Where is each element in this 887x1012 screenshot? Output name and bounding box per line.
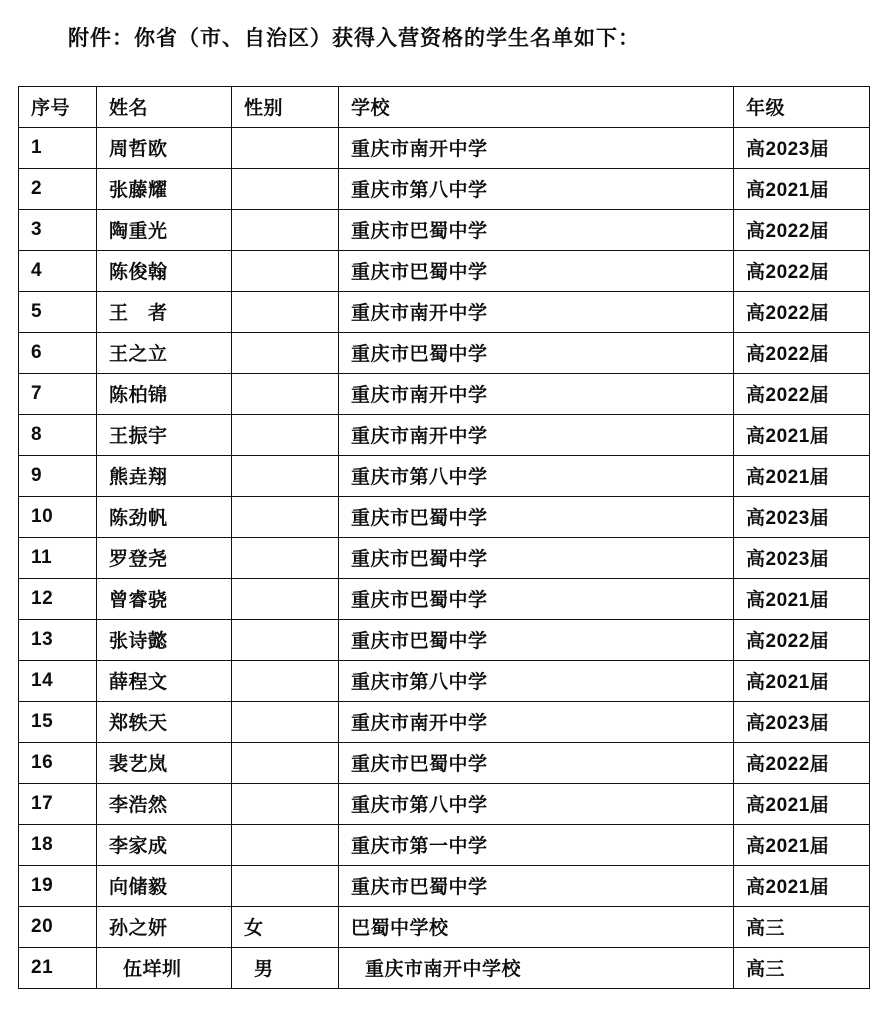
cell-school: 重庆市巴蜀中学: [339, 209, 734, 250]
cell-name: 李浩然: [97, 783, 232, 824]
cell-index: 4: [19, 250, 97, 291]
cell-index: 15: [19, 701, 97, 742]
cell-name: 张藤耀: [97, 168, 232, 209]
cell-gender: [232, 455, 339, 496]
cell-index: 5: [19, 291, 97, 332]
cell-grade: 高2021届: [734, 660, 870, 701]
cell-gender: [232, 578, 339, 619]
cell-index: 10: [19, 496, 97, 537]
cell-school: 重庆市巴蜀中学: [339, 578, 734, 619]
cell-name: 郑轶天: [97, 701, 232, 742]
page-title: 附件：你省（市、自治区）获得入营资格的学生名单如下：: [68, 27, 640, 50]
cell-name: 薛程文: [97, 660, 232, 701]
cell-school: 重庆市巴蜀中学: [339, 742, 734, 783]
cell-index: 17: [19, 783, 97, 824]
cell-index: 6: [19, 332, 97, 373]
cell-name: 罗登尧: [97, 537, 232, 578]
table-row: [19, 537, 870, 578]
table-row: [19, 209, 870, 250]
cell-gender: [232, 168, 339, 209]
cell-index: 16: [19, 742, 97, 783]
cell-index: 11: [19, 537, 97, 578]
cell-gender: [232, 209, 339, 250]
table-row: [19, 619, 870, 660]
table-row: [19, 455, 870, 496]
cell-gender: [232, 373, 339, 414]
table-row: [19, 168, 870, 209]
cell-index: 13: [19, 619, 97, 660]
cell-grade: 高2022届: [734, 209, 870, 250]
table-row: [19, 291, 870, 332]
column-header-grade: 年级: [734, 86, 870, 127]
cell-grade: 高2021届: [734, 578, 870, 619]
cell-index: 9: [19, 455, 97, 496]
cell-school: 重庆市第八中学: [339, 660, 734, 701]
cell-gender: [232, 250, 339, 291]
cell-school: 重庆市巴蜀中学: [339, 332, 734, 373]
cell-name: 王振宇: [97, 414, 232, 455]
cell-school: 重庆市巴蜀中学: [339, 865, 734, 906]
cell-school: 重庆市巴蜀中学: [339, 250, 734, 291]
cell-school: 重庆市巴蜀中学: [339, 619, 734, 660]
cell-name: 孙之妍: [97, 906, 232, 947]
cell-name: 陈柏锦: [97, 373, 232, 414]
cell-grade: 高2023届: [734, 127, 870, 168]
cell-gender: [232, 291, 339, 332]
table-header-row: [19, 86, 870, 127]
cell-gender: [232, 865, 339, 906]
table-row: [19, 578, 870, 619]
cell-school: 重庆市南开中学: [339, 701, 734, 742]
table-row: [19, 947, 870, 988]
cell-gender: [232, 660, 339, 701]
cell-school: 重庆市第八中学: [339, 783, 734, 824]
cell-gender: 男: [232, 947, 339, 988]
column-header-index: 序号: [19, 86, 97, 127]
cell-index: 8: [19, 414, 97, 455]
cell-school: 巴蜀中学校: [339, 906, 734, 947]
cell-index: 21: [19, 947, 97, 988]
cell-index: 20: [19, 906, 97, 947]
cell-school: 重庆市南开中学: [339, 127, 734, 168]
table-row: [19, 824, 870, 865]
cell-index: 3: [19, 209, 97, 250]
cell-grade: 高三: [734, 947, 870, 988]
cell-school: 重庆市南开中学: [339, 414, 734, 455]
column-header-gender: 性别: [232, 86, 339, 127]
cell-name: 陶重光: [97, 209, 232, 250]
table-row: [19, 701, 870, 742]
table-row: [19, 127, 870, 168]
cell-grade: 高2021届: [734, 865, 870, 906]
cell-name: 裴艺岚: [97, 742, 232, 783]
cell-grade: 高2021届: [734, 414, 870, 455]
cell-school: 重庆市巴蜀中学: [339, 496, 734, 537]
table-row: [19, 783, 870, 824]
table-row: [19, 496, 870, 537]
cell-index: 7: [19, 373, 97, 414]
table-row: [19, 906, 870, 947]
table-row: [19, 250, 870, 291]
cell-name: 王之立: [97, 332, 232, 373]
cell-school: 重庆市第一中学: [339, 824, 734, 865]
cell-name: 曾睿骁: [97, 578, 232, 619]
cell-grade: 高2021届: [734, 783, 870, 824]
cell-school: 重庆市第八中学: [339, 455, 734, 496]
cell-gender: [232, 783, 339, 824]
cell-grade: 高2022届: [734, 291, 870, 332]
cell-grade: 高2023届: [734, 496, 870, 537]
table-row: [19, 660, 870, 701]
cell-grade: 高2022届: [734, 250, 870, 291]
cell-gender: [232, 701, 339, 742]
cell-index: 2: [19, 168, 97, 209]
table-row: [19, 414, 870, 455]
cell-gender: 女: [232, 906, 339, 947]
student-roster-table: [18, 86, 870, 989]
cell-name: 陈劲帆: [97, 496, 232, 537]
cell-gender: [232, 332, 339, 373]
cell-gender: [232, 537, 339, 578]
cell-gender: [232, 742, 339, 783]
cell-grade: 高三: [734, 906, 870, 947]
cell-school: 重庆市南开中学校: [339, 947, 734, 988]
cell-grade: 高2023届: [734, 701, 870, 742]
column-header-school: 学校: [339, 86, 734, 127]
cell-grade: 高2022届: [734, 742, 870, 783]
cell-name: 张诗懿: [97, 619, 232, 660]
cell-name: 向储毅: [97, 865, 232, 906]
cell-school: 重庆市第八中学: [339, 168, 734, 209]
cell-name: 周哲欧: [97, 127, 232, 168]
cell-gender: [232, 824, 339, 865]
cell-name: 伍垟圳: [97, 947, 232, 988]
cell-school: 重庆市巴蜀中学: [339, 537, 734, 578]
column-header-name: 姓名: [97, 86, 232, 127]
cell-index: 12: [19, 578, 97, 619]
cell-school: 重庆市南开中学: [339, 291, 734, 332]
cell-index: 19: [19, 865, 97, 906]
cell-grade: 高2022届: [734, 332, 870, 373]
table-row: [19, 865, 870, 906]
cell-gender: [232, 496, 339, 537]
cell-grade: 高2023届: [734, 537, 870, 578]
cell-grade: 高2021届: [734, 455, 870, 496]
table-row: [19, 742, 870, 783]
cell-name: 熊垚翔: [97, 455, 232, 496]
cell-index: 18: [19, 824, 97, 865]
cell-grade: 高2022届: [734, 619, 870, 660]
cell-name: 王 者: [97, 291, 232, 332]
cell-grade: 高2022届: [734, 373, 870, 414]
table-row: [19, 332, 870, 373]
cell-grade: 高2021届: [734, 824, 870, 865]
cell-grade: 高2021届: [734, 168, 870, 209]
cell-name: 陈俊翰: [97, 250, 232, 291]
cell-school: 重庆市南开中学: [339, 373, 734, 414]
cell-gender: [232, 619, 339, 660]
cell-index: 14: [19, 660, 97, 701]
cell-name: 李家成: [97, 824, 232, 865]
cell-gender: [232, 127, 339, 168]
table-row: [19, 373, 870, 414]
cell-gender: [232, 414, 339, 455]
cell-index: 1: [19, 127, 97, 168]
